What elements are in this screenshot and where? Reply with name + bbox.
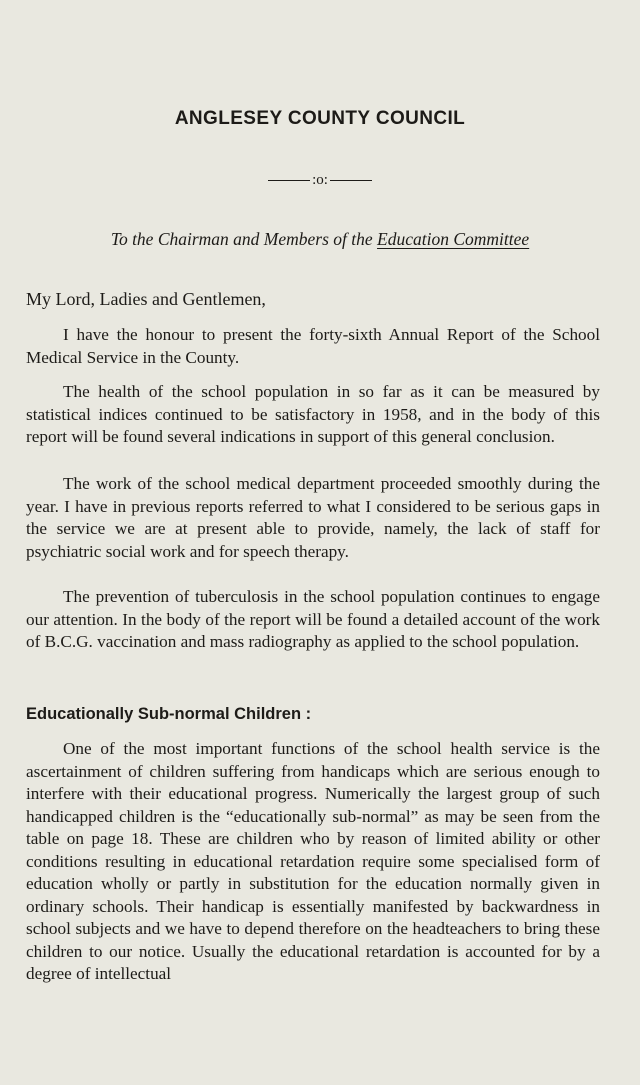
section-paragraph: One of the most important functions of the school health service is the ascertainment of children suffering from handicaps which are serious enough to interfere with their educational progress. Numerically the largest group of such handicapped children is the “educationally sub-normal” as may be seen from the table on page 18. These are children who by reason of limited ability or other conditions resulting in educational retardation require some specialised form of education wholly or partly in substitution for the education normally given in ordinary schools. Their handicap is essentially manifested by backwardness in school subjects and we have to depend therefore on the headteachers to bring these children to our notice. Usually the educational retardation is accounted for by a degree of intellectual (26, 739, 600, 983)
addressee-prefix: To the Chairman and Members of the (110, 229, 373, 249)
section-heading: Educationally Sub-normal Children : (26, 705, 312, 723)
paragraph-1: I have the honour to present the forty-sixth Annual Report of the School Medical Service in the County. (26, 325, 600, 367)
paragraph-4: The prevention of tuberculosis in the school population continues to engage our attention. In the body of the report will be found a detailed account of the work of B.C.G. vaccination and mass radiography as applied to the school population. (26, 587, 600, 651)
separator-dash-right (330, 180, 372, 181)
council-title: ANGLESEY COUNTY COUNCIL (174, 108, 466, 129)
separator-dash-left (268, 180, 310, 181)
addressee-line (0, 229, 640, 250)
paragraph-3: The work of the school medical department proceeded smoothly during the year. I have in previous reports referred to what I considered to be serious gaps in the service we are at present able to provide, namely, the lack of staff for psychiatric social work and for speech therapy. (26, 474, 600, 561)
separator-ornament (0, 172, 640, 189)
separator-mark: :o: (312, 172, 328, 188)
salutation: My Lord, Ladies and Gentlemen, (26, 289, 266, 309)
paragraph-2: The health of the school population in so far as it can be measured by statistical indices continued to be satisfactory in 1958, and in the body of this report will be found several indications in support of this general conclusion. (26, 382, 600, 446)
addressee-committee: Education Committee (377, 229, 530, 249)
